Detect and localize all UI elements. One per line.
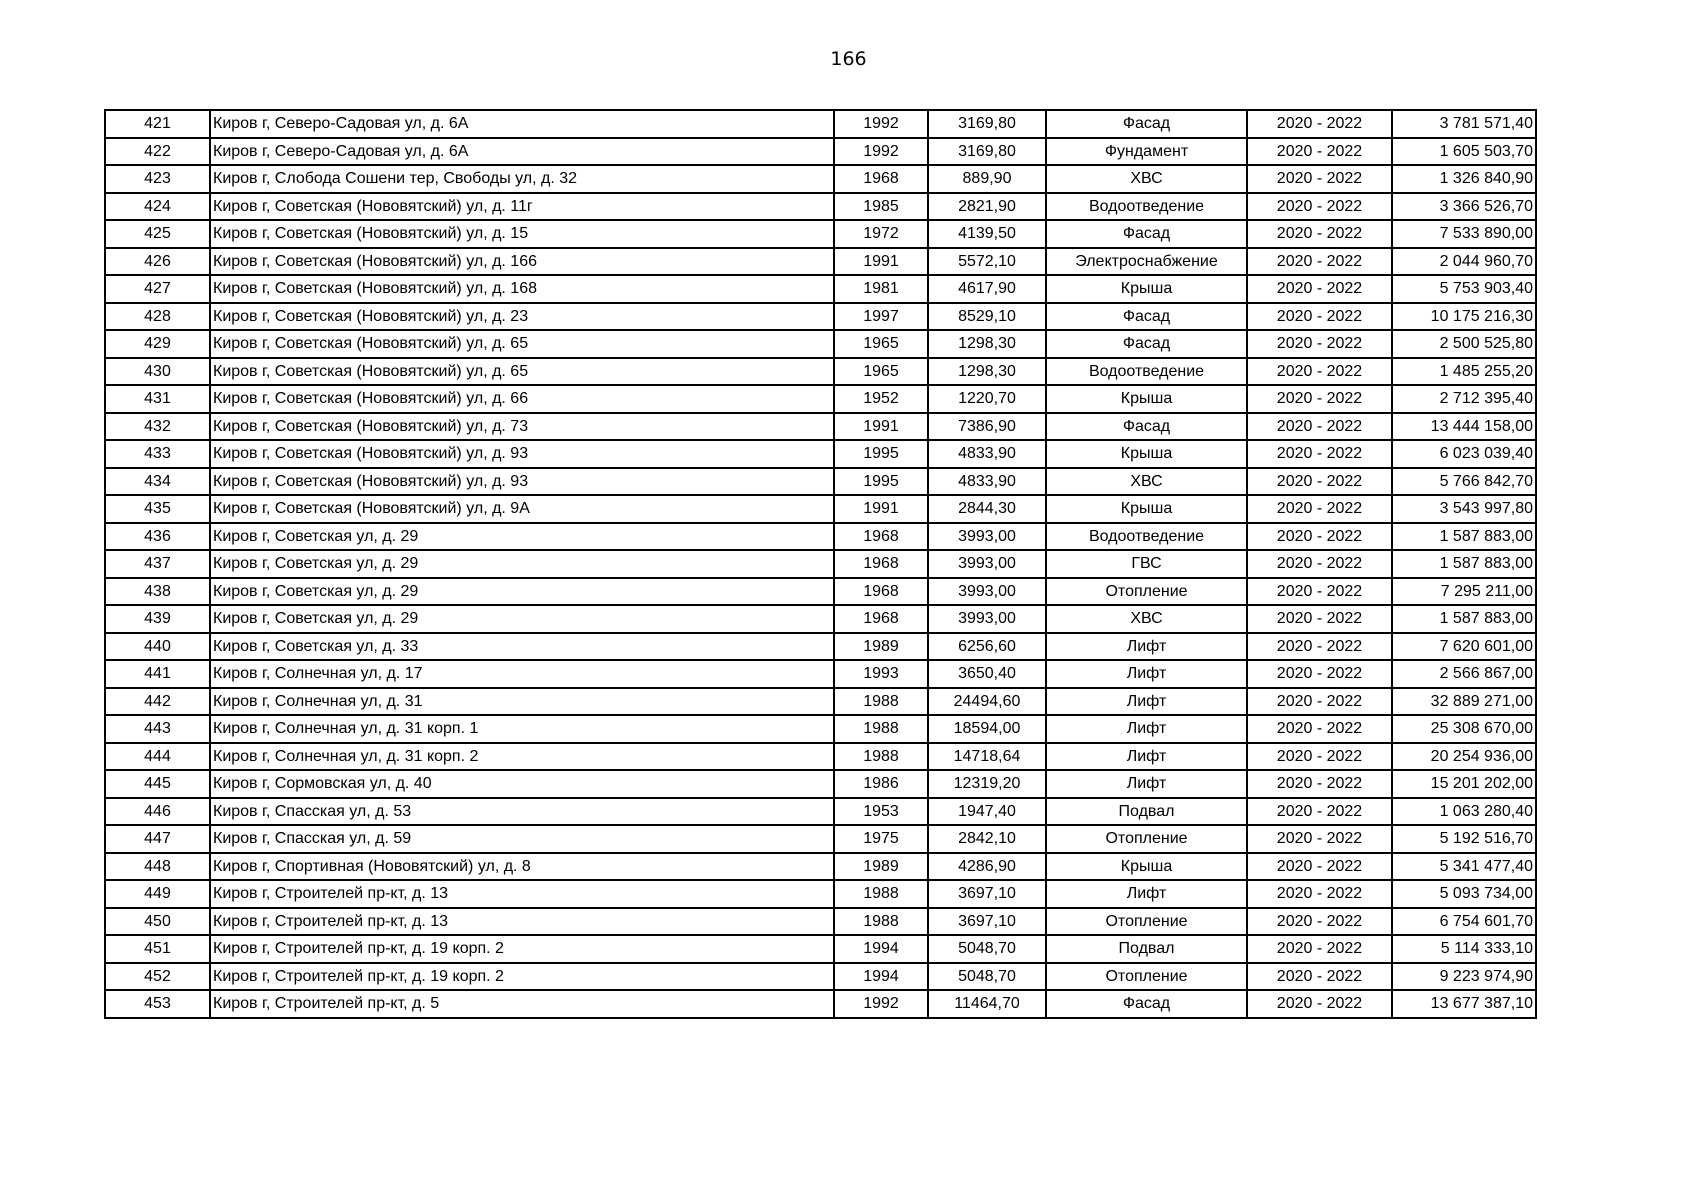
cell-cost: 6 754 601,70 (1392, 908, 1536, 936)
cell-address: Киров г, Советская (Нововятский) ул, д. 9А (210, 495, 834, 523)
cell-row-number: 439 (105, 605, 210, 633)
cell-total-area: 4833,90 (928, 440, 1046, 468)
cell-work-type: Отопление (1046, 578, 1247, 606)
cell-period: 2020 - 2022 (1247, 853, 1392, 881)
cell-work-type: Лифт (1046, 743, 1247, 771)
cell-work-type: Подвал (1046, 935, 1247, 963)
cell-build-year: 1953 (834, 798, 928, 826)
cell-work-type: Фундамент (1046, 138, 1247, 166)
cell-row-number: 433 (105, 440, 210, 468)
cell-row-number: 435 (105, 495, 210, 523)
cell-address: Киров г, Советская (Нововятский) ул, д. 65 (210, 330, 834, 358)
table-row (105, 688, 1536, 716)
cell-address: Киров г, Сормовская ул, д. 40 (210, 770, 834, 798)
cell-work-type: Фасад (1046, 110, 1247, 138)
cell-build-year: 1991 (834, 248, 928, 276)
cell-total-area: 1220,70 (928, 385, 1046, 413)
cell-total-area: 3993,00 (928, 605, 1046, 633)
cell-cost: 10 175 216,30 (1392, 303, 1536, 331)
cell-address: Киров г, Советская (Нововятский) ул, д. 15 (210, 220, 834, 248)
cell-period: 2020 - 2022 (1247, 908, 1392, 936)
cell-work-type: Водоотведение (1046, 523, 1247, 551)
table-row (105, 523, 1536, 551)
cell-address: Киров г, Северо-Садовая ул, д. 6А (210, 110, 834, 138)
cell-build-year: 1997 (834, 303, 928, 331)
cell-cost: 2 044 960,70 (1392, 248, 1536, 276)
cell-row-number: 449 (105, 880, 210, 908)
table-row (105, 495, 1536, 523)
cell-row-number: 448 (105, 853, 210, 881)
table-body (105, 110, 1536, 1018)
cell-work-type: Лифт (1046, 688, 1247, 716)
cell-row-number: 442 (105, 688, 210, 716)
cell-total-area: 3993,00 (928, 523, 1046, 551)
cell-total-area: 14718,64 (928, 743, 1046, 771)
cell-cost: 15 201 202,00 (1392, 770, 1536, 798)
cell-address: Киров г, Советская ул, д. 33 (210, 633, 834, 661)
cell-work-type: Лифт (1046, 770, 1247, 798)
cell-work-type: ХВС (1046, 165, 1247, 193)
cell-address: Киров г, Советская (Нововятский) ул, д. 66 (210, 385, 834, 413)
cell-build-year: 1968 (834, 550, 928, 578)
cell-total-area: 5048,70 (928, 935, 1046, 963)
cell-address: Киров г, Советская ул, д. 29 (210, 550, 834, 578)
cell-row-number: 447 (105, 825, 210, 853)
cell-cost: 2 712 395,40 (1392, 385, 1536, 413)
table-row (105, 110, 1536, 138)
cell-work-type: Отопление (1046, 963, 1247, 991)
cell-period: 2020 - 2022 (1247, 248, 1392, 276)
cell-total-area: 3697,10 (928, 908, 1046, 936)
cell-build-year: 1995 (834, 468, 928, 496)
cell-row-number: 423 (105, 165, 210, 193)
cell-work-type: Лифт (1046, 715, 1247, 743)
cell-total-area: 11464,70 (928, 990, 1046, 1018)
cell-address: Киров г, Советская (Нововятский) ул, д. 93 (210, 468, 834, 496)
cell-row-number: 432 (105, 413, 210, 441)
cell-build-year: 1985 (834, 193, 928, 221)
cell-address: Киров г, Строителей пр-кт, д. 19 корп. 2 (210, 963, 834, 991)
cell-total-area: 1298,30 (928, 358, 1046, 386)
table-row (105, 138, 1536, 166)
table-row (105, 193, 1536, 221)
cell-total-area: 3993,00 (928, 550, 1046, 578)
cell-address: Киров г, Советская (Нововятский) ул, д. 166 (210, 248, 834, 276)
cell-work-type: Крыша (1046, 440, 1247, 468)
cell-cost: 2 566 867,00 (1392, 660, 1536, 688)
cell-build-year: 1981 (834, 275, 928, 303)
cell-work-type: ГВС (1046, 550, 1247, 578)
cell-row-number: 422 (105, 138, 210, 166)
cell-cost: 7 533 890,00 (1392, 220, 1536, 248)
cell-cost: 5 766 842,70 (1392, 468, 1536, 496)
cell-address: Киров г, Спасская ул, д. 59 (210, 825, 834, 853)
cell-row-number: 453 (105, 990, 210, 1018)
cell-period: 2020 - 2022 (1247, 385, 1392, 413)
table-row (105, 578, 1536, 606)
cell-build-year: 1992 (834, 138, 928, 166)
table-row (105, 715, 1536, 743)
cell-address: Киров г, Строителей пр-кт, д. 13 (210, 908, 834, 936)
table-row (105, 908, 1536, 936)
cell-row-number: 434 (105, 468, 210, 496)
cell-cost: 3 366 526,70 (1392, 193, 1536, 221)
cell-build-year: 1989 (834, 633, 928, 661)
cell-work-type: Крыша (1046, 275, 1247, 303)
cell-address: Киров г, Спортивная (Нововятский) ул, д. 8 (210, 853, 834, 881)
cell-address: Киров г, Слобода Сошени тер, Свободы ул, д. 32 (210, 165, 834, 193)
cell-period: 2020 - 2022 (1247, 413, 1392, 441)
cell-build-year: 1965 (834, 358, 928, 386)
cell-total-area: 4139,50 (928, 220, 1046, 248)
cell-build-year: 1991 (834, 413, 928, 441)
cell-total-area: 3169,80 (928, 110, 1046, 138)
cell-period: 2020 - 2022 (1247, 193, 1392, 221)
cell-period: 2020 - 2022 (1247, 330, 1392, 358)
cell-row-number: 437 (105, 550, 210, 578)
cell-address: Киров г, Советская (Нововятский) ул, д. 65 (210, 358, 834, 386)
cell-row-number: 426 (105, 248, 210, 276)
cell-work-type: Водоотведение (1046, 193, 1247, 221)
cell-cost: 1 587 883,00 (1392, 523, 1536, 551)
cell-period: 2020 - 2022 (1247, 358, 1392, 386)
cell-row-number: 427 (105, 275, 210, 303)
cell-row-number: 441 (105, 660, 210, 688)
cell-address: Киров г, Советская (Нововятский) ул, д. 73 (210, 413, 834, 441)
cell-cost: 5 753 903,40 (1392, 275, 1536, 303)
cell-period: 2020 - 2022 (1247, 468, 1392, 496)
cell-work-type: Крыша (1046, 495, 1247, 523)
cell-cost: 1 605 503,70 (1392, 138, 1536, 166)
cell-cost: 7 620 601,00 (1392, 633, 1536, 661)
table-row (105, 660, 1536, 688)
cell-total-area: 18594,00 (928, 715, 1046, 743)
cell-total-area: 5048,70 (928, 963, 1046, 991)
cell-build-year: 1992 (834, 990, 928, 1018)
cell-row-number: 429 (105, 330, 210, 358)
cell-period: 2020 - 2022 (1247, 275, 1392, 303)
cell-row-number: 440 (105, 633, 210, 661)
table-row (105, 165, 1536, 193)
cell-row-number: 421 (105, 110, 210, 138)
cell-period: 2020 - 2022 (1247, 440, 1392, 468)
cell-build-year: 1988 (834, 688, 928, 716)
cell-row-number: 431 (105, 385, 210, 413)
cell-cost: 3 781 571,40 (1392, 110, 1536, 138)
cell-total-area: 2821,90 (928, 193, 1046, 221)
cell-cost: 5 341 477,40 (1392, 853, 1536, 881)
cell-total-area: 4617,90 (928, 275, 1046, 303)
cell-period: 2020 - 2022 (1247, 688, 1392, 716)
table-row (105, 385, 1536, 413)
table-row (105, 330, 1536, 358)
cell-address: Киров г, Строителей пр-кт, д. 13 (210, 880, 834, 908)
cell-period: 2020 - 2022 (1247, 495, 1392, 523)
cell-address: Киров г, Северо-Садовая ул, д. 6А (210, 138, 834, 166)
cell-build-year: 1994 (834, 963, 928, 991)
cell-build-year: 1952 (834, 385, 928, 413)
cell-period: 2020 - 2022 (1247, 110, 1392, 138)
cell-work-type: ХВС (1046, 468, 1247, 496)
page-number: 166 (830, 48, 867, 70)
cell-cost: 1 587 883,00 (1392, 550, 1536, 578)
cell-address: Киров г, Строителей пр-кт, д. 5 (210, 990, 834, 1018)
table-row (105, 743, 1536, 771)
cell-cost: 13 444 158,00 (1392, 413, 1536, 441)
table-row (105, 633, 1536, 661)
cell-cost: 7 295 211,00 (1392, 578, 1536, 606)
cell-row-number: 445 (105, 770, 210, 798)
table-row (105, 770, 1536, 798)
cell-period: 2020 - 2022 (1247, 880, 1392, 908)
cell-build-year: 1986 (834, 770, 928, 798)
cell-work-type: Фасад (1046, 413, 1247, 441)
cell-work-type: Фасад (1046, 990, 1247, 1018)
cell-work-type: Водоотведение (1046, 358, 1247, 386)
cell-build-year: 1989 (834, 853, 928, 881)
cell-total-area: 3697,10 (928, 880, 1046, 908)
cell-cost: 5 093 734,00 (1392, 880, 1536, 908)
table-row (105, 880, 1536, 908)
cell-period: 2020 - 2022 (1247, 523, 1392, 551)
cell-period: 2020 - 2022 (1247, 825, 1392, 853)
cell-cost: 6 023 039,40 (1392, 440, 1536, 468)
cell-period: 2020 - 2022 (1247, 715, 1392, 743)
cell-period: 2020 - 2022 (1247, 633, 1392, 661)
cell-total-area: 6256,60 (928, 633, 1046, 661)
cell-total-area: 12319,20 (928, 770, 1046, 798)
cell-cost: 1 485 255,20 (1392, 358, 1536, 386)
cell-address: Киров г, Спасская ул, д. 53 (210, 798, 834, 826)
table-row (105, 853, 1536, 881)
cell-build-year: 1992 (834, 110, 928, 138)
cell-row-number: 443 (105, 715, 210, 743)
cell-address: Киров г, Солнечная ул, д. 17 (210, 660, 834, 688)
table-row (105, 248, 1536, 276)
cell-cost: 1 063 280,40 (1392, 798, 1536, 826)
table-row (105, 550, 1536, 578)
table-row (105, 605, 1536, 633)
cell-total-area: 2842,10 (928, 825, 1046, 853)
cell-work-type: Отопление (1046, 825, 1247, 853)
table-row (105, 303, 1536, 331)
cell-address: Киров г, Советская (Нововятский) ул, д. 93 (210, 440, 834, 468)
cell-total-area: 1298,30 (928, 330, 1046, 358)
cell-cost: 5 114 333,10 (1392, 935, 1536, 963)
table-row (105, 220, 1536, 248)
cell-work-type: Лифт (1046, 880, 1247, 908)
cell-row-number: 438 (105, 578, 210, 606)
cell-cost: 1 587 883,00 (1392, 605, 1536, 633)
cell-period: 2020 - 2022 (1247, 550, 1392, 578)
cell-total-area: 2844,30 (928, 495, 1046, 523)
cell-row-number: 444 (105, 743, 210, 771)
cell-total-area: 4833,90 (928, 468, 1046, 496)
cell-row-number: 425 (105, 220, 210, 248)
table-row (105, 440, 1536, 468)
cell-row-number: 450 (105, 908, 210, 936)
table-row (105, 990, 1536, 1018)
cell-build-year: 1965 (834, 330, 928, 358)
cell-period: 2020 - 2022 (1247, 743, 1392, 771)
cell-address: Киров г, Советская (Нововятский) ул, д. 168 (210, 275, 834, 303)
table-row (105, 275, 1536, 303)
cell-build-year: 1988 (834, 908, 928, 936)
cell-work-type: Фасад (1046, 303, 1247, 331)
cell-row-number: 428 (105, 303, 210, 331)
cell-period: 2020 - 2022 (1247, 605, 1392, 633)
cell-work-type: Отопление (1046, 908, 1247, 936)
table-row (105, 468, 1536, 496)
cell-work-type: Подвал (1046, 798, 1247, 826)
table-row (105, 798, 1536, 826)
cell-build-year: 1994 (834, 935, 928, 963)
cell-period: 2020 - 2022 (1247, 935, 1392, 963)
cell-address: Киров г, Советская (Нововятский) ул, д. 23 (210, 303, 834, 331)
cell-cost: 9 223 974,90 (1392, 963, 1536, 991)
cell-build-year: 1968 (834, 578, 928, 606)
cell-build-year: 1995 (834, 440, 928, 468)
cell-row-number: 424 (105, 193, 210, 221)
cell-cost: 1 326 840,90 (1392, 165, 1536, 193)
cell-total-area: 7386,90 (928, 413, 1046, 441)
repair-schedule-table (104, 109, 1537, 1019)
cell-build-year: 1968 (834, 165, 928, 193)
cell-work-type: Лифт (1046, 660, 1247, 688)
cell-work-type: Фасад (1046, 220, 1247, 248)
cell-work-type: Фасад (1046, 330, 1247, 358)
table-row (105, 358, 1536, 386)
cell-period: 2020 - 2022 (1247, 990, 1392, 1018)
table-row (105, 413, 1536, 441)
cell-build-year: 1993 (834, 660, 928, 688)
table-row (105, 935, 1536, 963)
cell-work-type: Крыша (1046, 853, 1247, 881)
cell-total-area: 889,90 (928, 165, 1046, 193)
cell-cost: 13 677 387,10 (1392, 990, 1536, 1018)
cell-total-area: 3650,40 (928, 660, 1046, 688)
table-row (105, 825, 1536, 853)
cell-period: 2020 - 2022 (1247, 770, 1392, 798)
cell-address: Киров г, Солнечная ул, д. 31 (210, 688, 834, 716)
cell-row-number: 430 (105, 358, 210, 386)
cell-row-number: 446 (105, 798, 210, 826)
cell-period: 2020 - 2022 (1247, 963, 1392, 991)
cell-work-type: Крыша (1046, 385, 1247, 413)
cell-cost: 5 192 516,70 (1392, 825, 1536, 853)
cell-row-number: 452 (105, 963, 210, 991)
cell-cost: 20 254 936,00 (1392, 743, 1536, 771)
cell-cost: 32 889 271,00 (1392, 688, 1536, 716)
cell-build-year: 1988 (834, 715, 928, 743)
cell-total-area: 3993,00 (928, 578, 1046, 606)
cell-total-area: 24494,60 (928, 688, 1046, 716)
cell-work-type: ХВС (1046, 605, 1247, 633)
cell-address: Киров г, Советская ул, д. 29 (210, 578, 834, 606)
cell-period: 2020 - 2022 (1247, 660, 1392, 688)
table-row (105, 963, 1536, 991)
cell-period: 2020 - 2022 (1247, 220, 1392, 248)
cell-build-year: 1968 (834, 523, 928, 551)
cell-address: Киров г, Советская ул, д. 29 (210, 523, 834, 551)
cell-cost: 3 543 997,80 (1392, 495, 1536, 523)
cell-address: Киров г, Солнечная ул, д. 31 корп. 2 (210, 743, 834, 771)
cell-row-number: 436 (105, 523, 210, 551)
cell-cost: 2 500 525,80 (1392, 330, 1536, 358)
cell-total-area: 4286,90 (928, 853, 1046, 881)
cell-row-number: 451 (105, 935, 210, 963)
cell-address: Киров г, Строителей пр-кт, д. 19 корп. 2 (210, 935, 834, 963)
cell-build-year: 1968 (834, 605, 928, 633)
cell-period: 2020 - 2022 (1247, 303, 1392, 331)
cell-work-type: Лифт (1046, 633, 1247, 661)
cell-cost: 25 308 670,00 (1392, 715, 1536, 743)
cell-period: 2020 - 2022 (1247, 798, 1392, 826)
cell-address: Киров г, Советская (Нововятский) ул, д. 11г (210, 193, 834, 221)
cell-address: Киров г, Солнечная ул, д. 31 корп. 1 (210, 715, 834, 743)
cell-total-area: 1947,40 (928, 798, 1046, 826)
cell-total-area: 8529,10 (928, 303, 1046, 331)
cell-period: 2020 - 2022 (1247, 138, 1392, 166)
cell-total-area: 3169,80 (928, 138, 1046, 166)
cell-work-type: Электроснабжение (1046, 248, 1247, 276)
cell-total-area: 5572,10 (928, 248, 1046, 276)
cell-build-year: 1988 (834, 880, 928, 908)
cell-build-year: 1975 (834, 825, 928, 853)
cell-build-year: 1972 (834, 220, 928, 248)
cell-build-year: 1988 (834, 743, 928, 771)
cell-period: 2020 - 2022 (1247, 578, 1392, 606)
cell-period: 2020 - 2022 (1247, 165, 1392, 193)
cell-address: Киров г, Советская ул, д. 29 (210, 605, 834, 633)
cell-build-year: 1991 (834, 495, 928, 523)
